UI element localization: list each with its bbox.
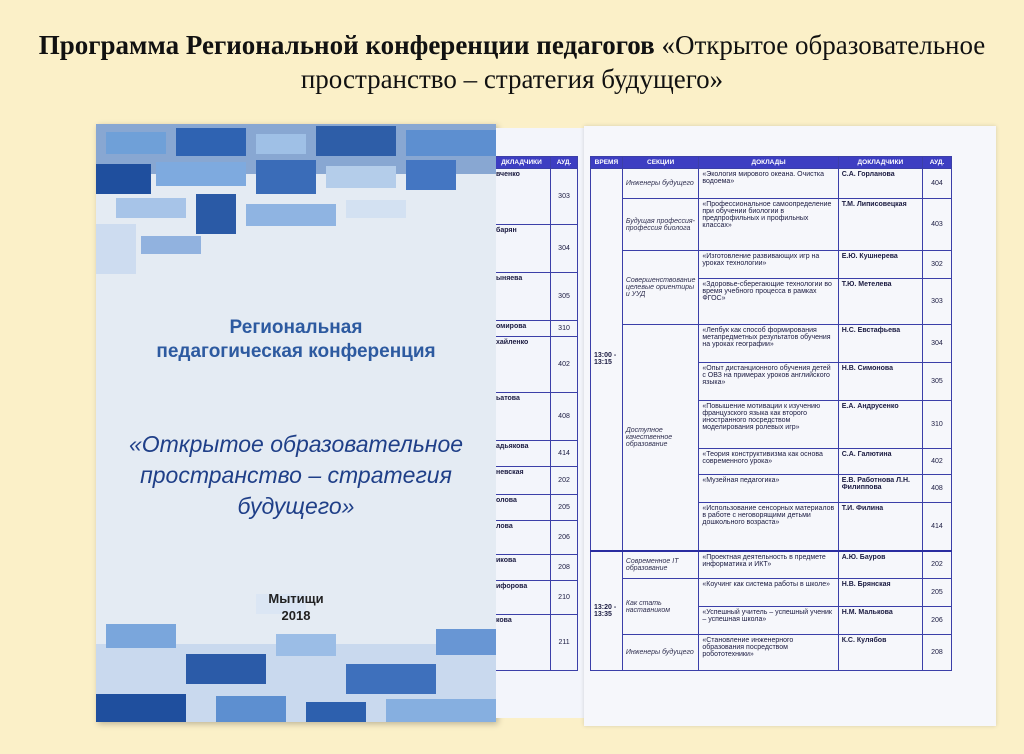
section-cell: Инженеры будущего xyxy=(622,635,699,671)
table-row xyxy=(591,579,952,607)
report-cell: «Коучинг как система работы в школе» xyxy=(699,579,838,607)
left-table-row xyxy=(496,615,578,671)
cover-tile xyxy=(276,634,336,656)
room-cell: 414 xyxy=(922,503,951,551)
left-room-cell: 414 xyxy=(551,441,578,467)
left-room-cell: 408 xyxy=(551,393,578,441)
report-cell: «Использование сенсорных материалов в работе с неговорящими детьми дошкольного возраста» xyxy=(699,503,838,551)
room-cell: 404 xyxy=(922,169,951,199)
cover-tile xyxy=(156,162,246,186)
left-room-cell: 304 xyxy=(551,225,578,273)
cover-tile xyxy=(186,654,266,684)
speaker-cell: Н.В. Симонова xyxy=(838,363,922,401)
left-speaker-cell: икова xyxy=(496,555,551,581)
left-table-row xyxy=(496,273,578,321)
room-cell: 305 xyxy=(922,363,951,401)
left-col-aud-header: АУД. xyxy=(551,157,578,169)
room-cell: 205 xyxy=(922,579,951,607)
room-cell: 310 xyxy=(922,401,951,449)
table-row xyxy=(591,551,952,579)
report-cell: «Профессиональное самоопределение при обучении биологии в предпрофильных и профильных классах» xyxy=(699,199,838,251)
left-room-cell: 210 xyxy=(551,581,578,615)
speaker-cell: Е.Ю. Кушнерева xyxy=(838,251,922,279)
program-table xyxy=(590,156,952,671)
room-cell: 202 xyxy=(922,551,951,579)
speaker-cell: Т.И. Филина xyxy=(838,503,922,551)
table-row xyxy=(591,325,952,363)
cover-subtitle-line: пространство – стратегия xyxy=(140,462,452,488)
brochure-cover xyxy=(96,124,496,722)
left-speaker-cell: невская xyxy=(496,467,551,495)
left-table-row xyxy=(496,495,578,521)
cover-tile xyxy=(96,164,151,194)
left-room-cell: 206 xyxy=(551,521,578,555)
left-room-cell: 205 xyxy=(551,495,578,521)
cover-tile xyxy=(386,699,496,722)
speaker-cell: С.А. Галютина xyxy=(838,449,922,475)
room-cell: 302 xyxy=(922,251,951,279)
left-speaker-cell: вченко xyxy=(496,169,551,225)
table-row xyxy=(591,199,952,251)
speaker-cell: Т.М. Липисовецкая xyxy=(838,199,922,251)
left-room-cell: 310 xyxy=(551,321,578,337)
left-speaker-cell: адьякова xyxy=(496,441,551,467)
speaker-cell: Н.М. Малькова xyxy=(838,607,922,635)
cover-tile xyxy=(346,200,406,218)
left-room-cell: 202 xyxy=(551,467,578,495)
left-col-speakers-header: ДКЛАДЧИКИ xyxy=(496,157,551,169)
table-row xyxy=(591,635,952,671)
slide-heading xyxy=(0,28,1024,96)
left-table-row xyxy=(496,581,578,615)
cover-subtitle-line: «Открытое образовательное xyxy=(128,431,464,457)
left-table-row xyxy=(496,225,578,273)
col-time-header: ВРЕМЯ xyxy=(591,157,623,169)
section-cell: Как стать наставником xyxy=(622,579,699,635)
report-cell: «Опыт дистанционного обучения детей с ОВЗ на примерах уроков английского языка» xyxy=(699,363,838,401)
speaker-cell: Е.В. Работнова Л.Н. Филиппова xyxy=(838,475,922,503)
left-speaker-cell: ьатова xyxy=(496,393,551,441)
report-cell: «Теория конструктивизма как основа современного урока» xyxy=(699,449,838,475)
cover-city: Мытищи xyxy=(268,591,324,606)
left-speaker-cell: барян xyxy=(496,225,551,273)
room-cell: 304 xyxy=(922,325,951,363)
cover-tile xyxy=(106,624,176,648)
left-table-row xyxy=(496,169,578,225)
cover-tile xyxy=(196,194,236,234)
brochure-right-page xyxy=(584,126,996,726)
report-cell: «Экология мирового океана. Очистка водоема» xyxy=(699,169,838,199)
left-table-row xyxy=(496,337,578,393)
cover-tile xyxy=(406,130,496,156)
cover-tile xyxy=(216,696,286,722)
cover-subtitle-line: будущего» xyxy=(237,493,355,519)
report-cell: «Здоровье-сберегающие технологии во время учебного процесса в рамках ФГОС» xyxy=(699,279,838,325)
left-table-row xyxy=(496,555,578,581)
report-cell: «Проектная деятельность в предмете информатика и ИКТ» xyxy=(699,551,838,579)
room-cell: 402 xyxy=(922,449,951,475)
cover-tile xyxy=(141,236,201,254)
cover-tile xyxy=(256,134,306,154)
left-page-table xyxy=(496,156,578,671)
left-room-cell: 305 xyxy=(551,273,578,321)
left-speaker-cell: олова xyxy=(496,495,551,521)
cover-tile xyxy=(306,702,366,722)
left-table-row xyxy=(496,393,578,441)
left-room-cell: 402 xyxy=(551,337,578,393)
section-cell: Доступное качественное образование xyxy=(622,325,699,551)
speaker-cell: К.С. Кулябов xyxy=(838,635,922,671)
cover-tile xyxy=(246,204,336,226)
left-speaker-cell: ифорова xyxy=(496,581,551,615)
room-cell: 206 xyxy=(922,607,951,635)
left-table-row xyxy=(496,321,578,337)
left-speaker-cell: омирова xyxy=(496,321,551,337)
report-cell: «Музейная педагогика» xyxy=(699,475,838,503)
cover-tile xyxy=(436,629,496,655)
left-table-row xyxy=(496,467,578,495)
cover-tile xyxy=(256,160,316,194)
cover-tile xyxy=(176,128,246,156)
speaker-cell: Е.А. Андрусенко xyxy=(838,401,922,449)
section-cell: Современное IT образование xyxy=(622,551,699,579)
col-aud-header: АУД. xyxy=(922,157,951,169)
report-cell: «Становление инженерного образования посредством робототехники» xyxy=(699,635,838,671)
table-row xyxy=(591,169,952,199)
cover-title-line: Региональная xyxy=(229,317,363,338)
left-speaker-cell: лова xyxy=(496,521,551,555)
room-cell: 408 xyxy=(922,475,951,503)
cover-subtitle xyxy=(106,429,486,522)
left-room-cell: 208 xyxy=(551,555,578,581)
report-cell: «Повышение мотивации к изучению французского языка как второго иностранного посредством моделирования ролевых игр» xyxy=(699,401,838,449)
speaker-cell: Н.С. Евстафьева xyxy=(838,325,922,363)
report-cell: «Изготовление развивающих игр на уроках технологии» xyxy=(699,251,838,279)
cover-tile xyxy=(96,224,136,274)
room-cell: 208 xyxy=(922,635,951,671)
cover-title xyxy=(96,316,496,364)
left-table-row xyxy=(496,441,578,467)
report-cell: «Лепбук как способ формирования метапредметных результатов обучения на уроках географии» xyxy=(699,325,838,363)
brochure-left-page xyxy=(496,128,584,718)
cover-tile xyxy=(326,166,396,188)
speaker-cell: С.А. Горланова xyxy=(838,169,922,199)
heading-bold: Программа Региональной конференции педагогов xyxy=(38,30,655,60)
report-cell: «Успешный учитель – успешный ученик – успешная школа» xyxy=(699,607,838,635)
cover-city-year xyxy=(96,590,496,624)
cover-year: 2018 xyxy=(281,608,311,623)
speaker-cell: Н.В. Брянская xyxy=(838,579,922,607)
col-sections-header: СЕКЦИИ xyxy=(622,157,699,169)
col-reports-header: ДОКЛАДЫ xyxy=(699,157,838,169)
room-cell: 403 xyxy=(922,199,951,251)
cover-tile xyxy=(316,126,396,156)
left-speaker-cell: хайленко xyxy=(496,337,551,393)
section-cell: Инженеры будущего xyxy=(622,169,699,199)
cover-tile xyxy=(116,198,186,218)
cover-tile xyxy=(346,664,436,694)
cover-title-line: педагогическая конференция xyxy=(156,341,436,362)
left-speaker-cell: ыняева xyxy=(496,273,551,321)
speaker-cell: А.Ю. Бауров xyxy=(838,551,922,579)
cover-tile xyxy=(406,160,456,190)
cover-tile xyxy=(106,132,166,154)
time-slot: 13:00 - 13:15 xyxy=(591,169,623,551)
room-cell: 303 xyxy=(922,279,951,325)
left-table-row xyxy=(496,521,578,555)
left-room-cell: 211 xyxy=(551,615,578,671)
section-cell: Совершенствование целевые ориентиры и УУД xyxy=(622,251,699,325)
col-speakers-header: ДОКЛАДЧИКИ xyxy=(838,157,922,169)
cover-tile xyxy=(96,694,186,722)
time-slot: 13:20 - 13:35 xyxy=(591,551,623,671)
heading-normal: «Открытое образовательное пространство – стратегия будущего» xyxy=(300,30,986,94)
left-room-cell: 303 xyxy=(551,169,578,225)
section-cell: Будущая профессия-профессия биолога xyxy=(622,199,699,251)
speaker-cell: Т.Ю. Метелева xyxy=(838,279,922,325)
left-speaker-cell: кова xyxy=(496,615,551,671)
table-row xyxy=(591,251,952,279)
